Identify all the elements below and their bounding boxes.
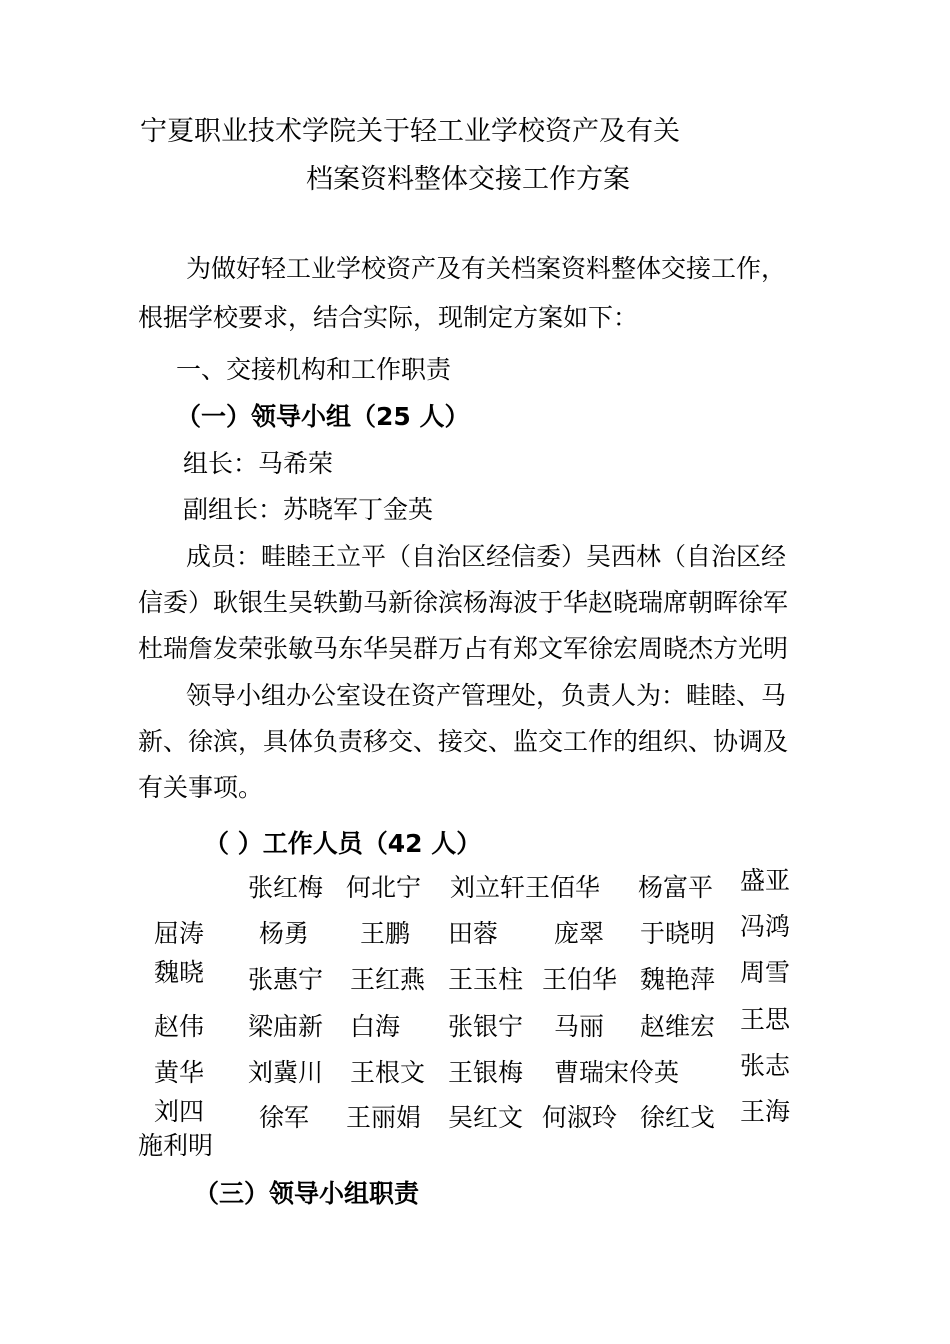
staff-name: 于晓明 bbox=[640, 919, 716, 948]
staff-name: 王玉柱 bbox=[448, 965, 524, 994]
office-line-2: 新、徐滨，具体负责移交、接交、监交工作的组织、协调及 bbox=[138, 727, 789, 756]
staff-name: 徐红戈 bbox=[640, 1103, 716, 1132]
intro-line-1: 为做好轻工业学校资产及有关档案资料整体交接工作， bbox=[186, 254, 787, 283]
staff-name: 张惠宁 bbox=[248, 965, 324, 994]
staff-name: 何北宁 bbox=[346, 873, 422, 902]
staff-name: 王红燕 bbox=[350, 965, 426, 994]
staff-name: 白海 bbox=[350, 1012, 401, 1041]
staff-name: 施利明 bbox=[138, 1131, 214, 1160]
staff-name: 庞翠 bbox=[554, 919, 605, 948]
staff-name: 徐军 bbox=[259, 1103, 310, 1132]
members-line-1: 成员：畦睦王立平（自治区经信委）吴西林（自治区经 bbox=[186, 542, 787, 571]
section-heading-1: 一、交接机构和工作职责 bbox=[176, 355, 452, 384]
intro-line-2: 根据学校要求，结合实际，现制定方案如下： bbox=[138, 303, 639, 332]
staff-name: 刘立轩王佰华 bbox=[450, 873, 601, 902]
staff-name: 黄华 bbox=[154, 1058, 205, 1087]
staff-name: 赵维宏 bbox=[640, 1012, 716, 1041]
staff-name-clipped: 冯鸿 bbox=[740, 912, 791, 941]
staff-name-clipped: 盛亚 bbox=[740, 866, 791, 895]
office-line-1: 领导小组办公室设在资产管理处，负责人为：畦睦、马 bbox=[186, 681, 787, 710]
subsection-leadership-group: （一）领导小组（25 人） bbox=[176, 402, 470, 431]
staff-name: 赵伟 bbox=[154, 1012, 205, 1041]
staff-name: 马丽 bbox=[554, 1012, 605, 1041]
staff-name: 曹瑞宋伶英 bbox=[554, 1058, 680, 1087]
staff-name: 王丽娟 bbox=[346, 1103, 422, 1132]
vice-group-leader: 副组长：苏晓军丁金英 bbox=[183, 495, 434, 524]
staff-name: 杨勇 bbox=[259, 919, 310, 948]
staff-name: 王根文 bbox=[350, 1058, 426, 1087]
staff-name-clipped: 王思 bbox=[740, 1005, 791, 1034]
staff-name-clipped: 周雪 bbox=[740, 958, 791, 987]
staff-name: 杨富平 bbox=[638, 873, 714, 902]
staff-name: 何淑玲 bbox=[542, 1103, 618, 1132]
subsection-leadership-duties: （三）领导小组职责 bbox=[194, 1179, 420, 1208]
staff-name: 刘冀川 bbox=[248, 1058, 324, 1087]
subsection-staff: （ ）工作人员（42 人） bbox=[204, 829, 482, 858]
members-line-3: 杜瑞詹发荣张敏马东华吴群万占有郑文军徐宏周晓杰方光明 bbox=[138, 634, 789, 663]
title-line-1: 宁夏职业技术学院关于轻工业学校资产及有关 bbox=[140, 116, 680, 147]
group-leader: 组长：马希荣 bbox=[183, 449, 334, 478]
staff-name-clipped: 魏晓 bbox=[154, 958, 205, 987]
staff-name: 田蓉 bbox=[448, 919, 499, 948]
staff-name: 王鹏 bbox=[360, 919, 411, 948]
staff-name: 屈涛 bbox=[154, 919, 205, 948]
title-line-2: 档案资料整体交接工作方案 bbox=[306, 164, 630, 195]
staff-name: 魏艳萍 bbox=[640, 965, 716, 994]
staff-name: 王银梅 bbox=[448, 1058, 524, 1087]
staff-name: 张红梅 bbox=[248, 873, 324, 902]
staff-name: 梁庙新 bbox=[248, 1012, 324, 1041]
staff-name: 王伯华 bbox=[542, 965, 618, 994]
office-line-3: 有关事项。 bbox=[138, 773, 264, 802]
staff-name: 张银宁 bbox=[448, 1012, 524, 1041]
staff-name: 吴红文 bbox=[448, 1103, 524, 1132]
staff-name-clipped: 张志 bbox=[740, 1051, 791, 1080]
members-line-2: 信委）耿银生吴轶勤马新徐滨杨海波于华赵晓瑞席朝晖徐军 bbox=[138, 588, 789, 617]
staff-name-clipped: 刘四 bbox=[154, 1097, 205, 1126]
staff-name-clipped: 王海 bbox=[740, 1097, 791, 1126]
